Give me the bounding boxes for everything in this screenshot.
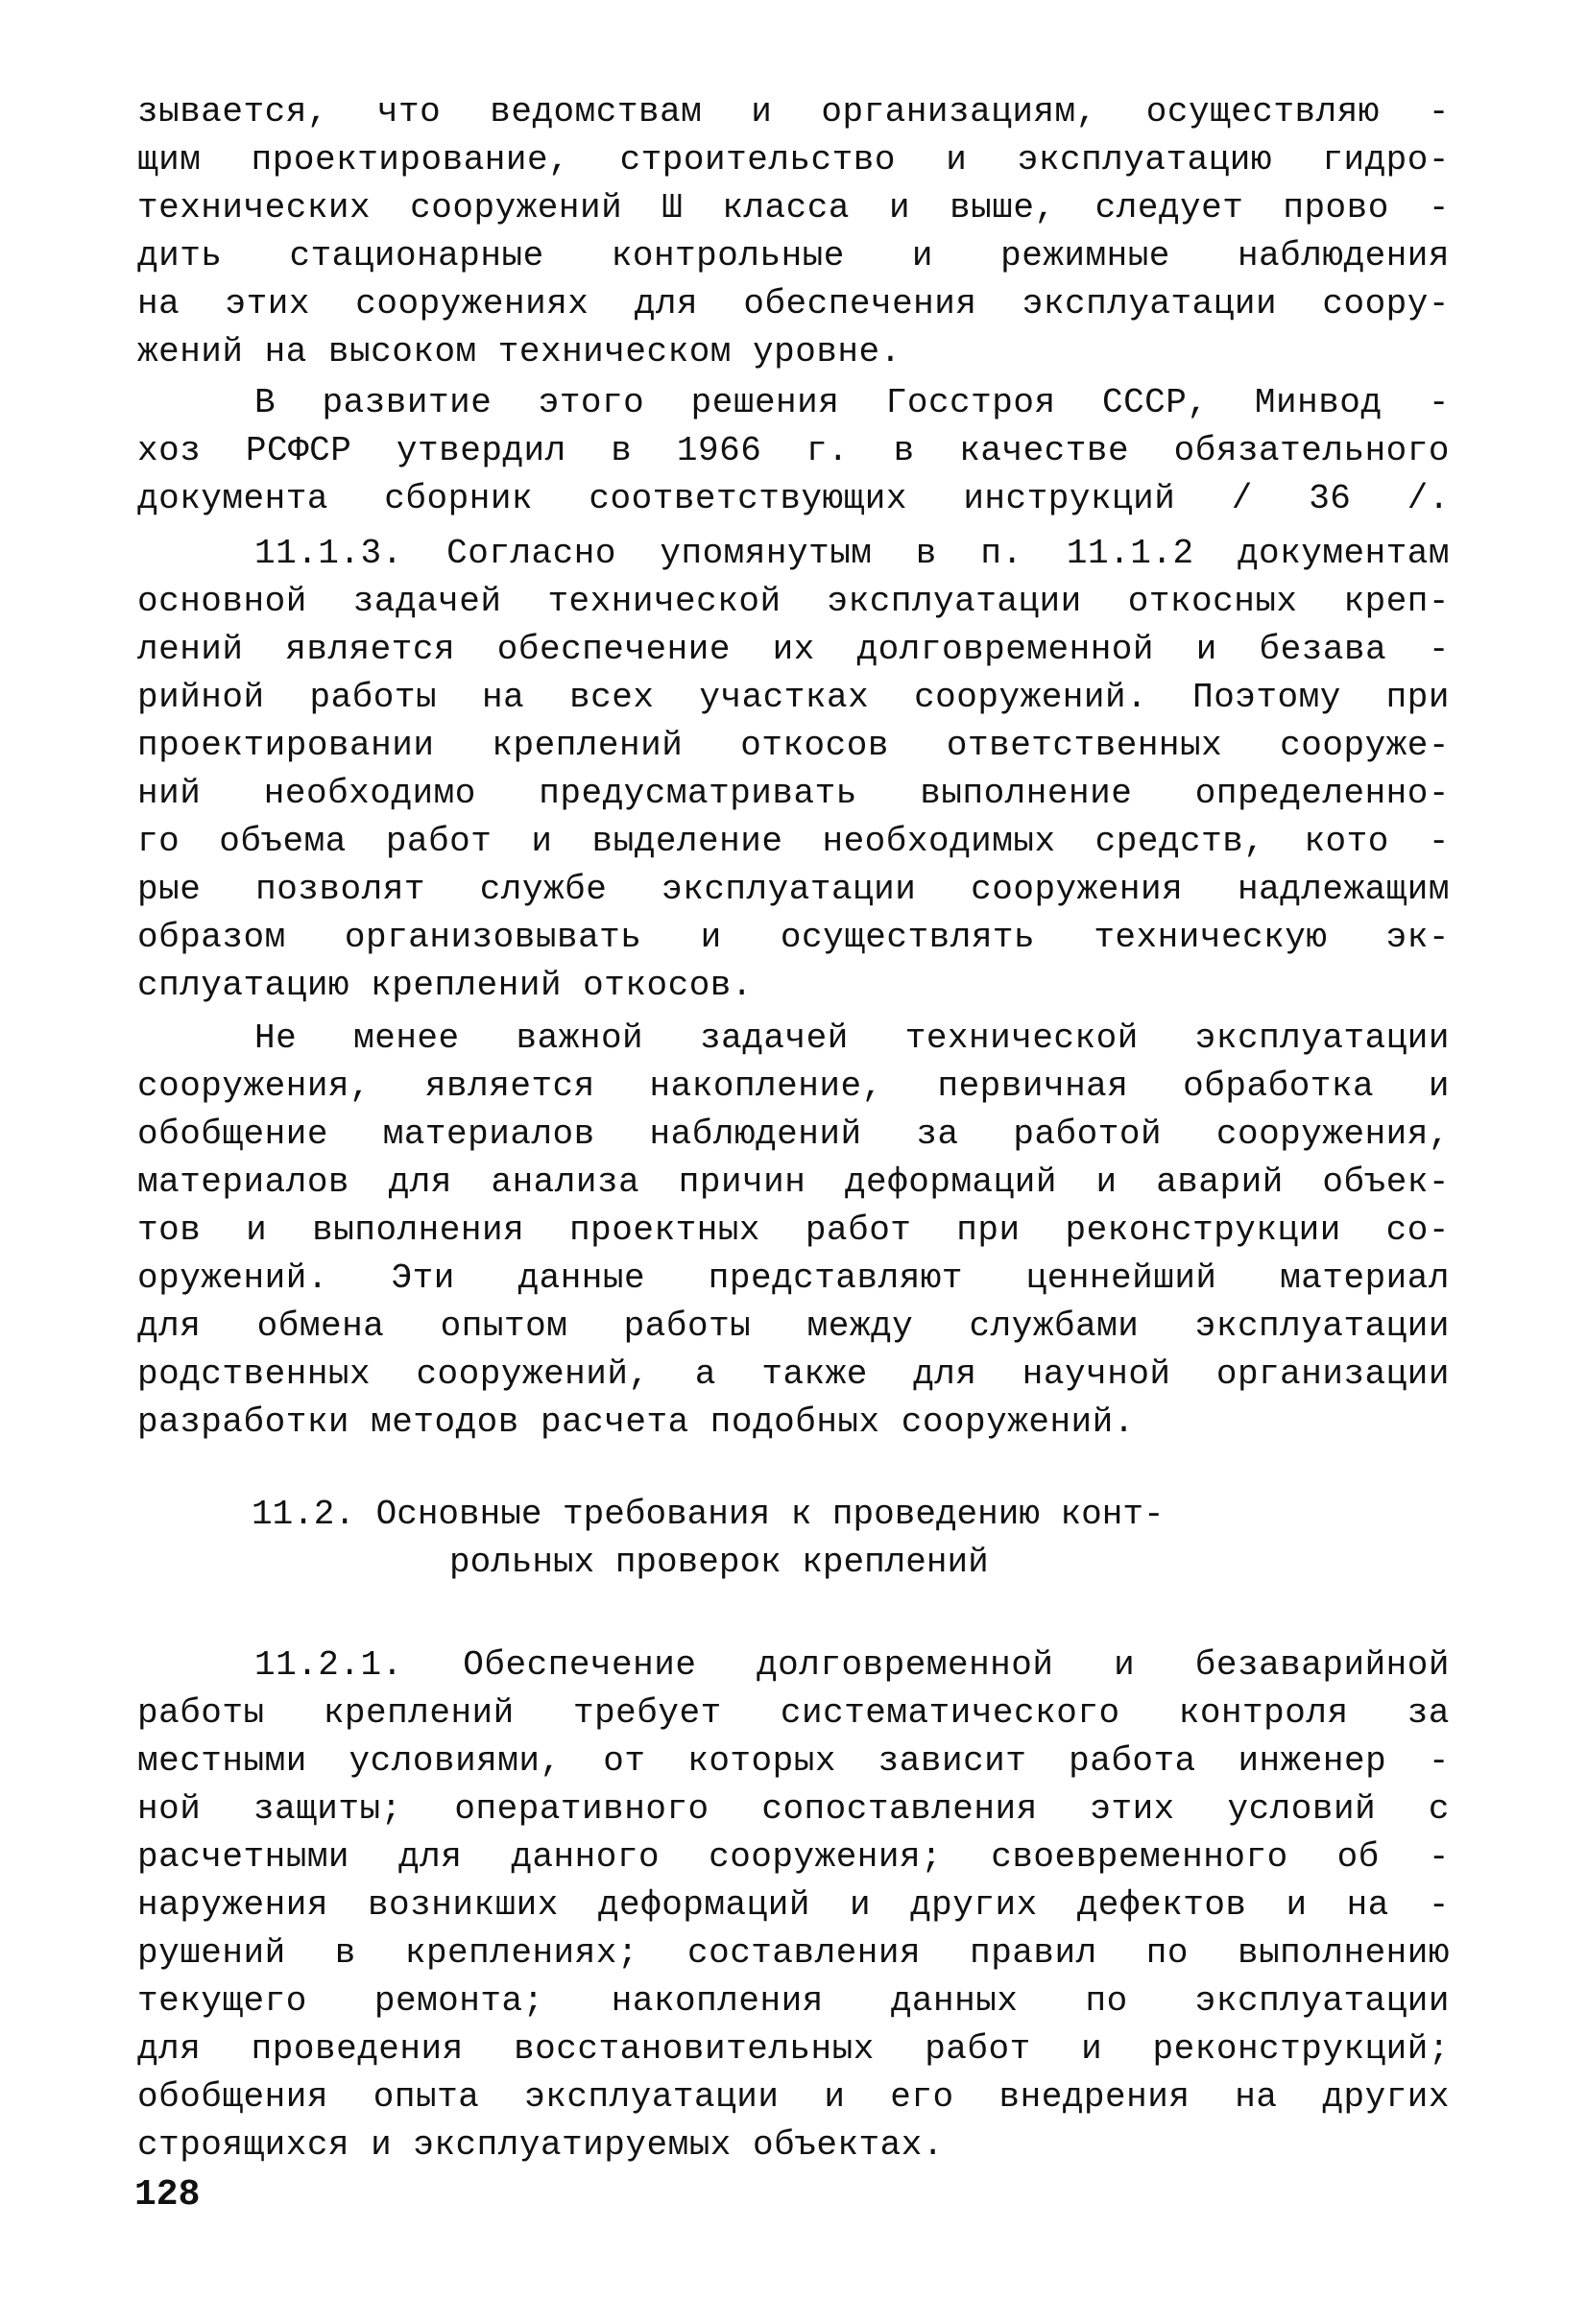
page-number: 128 — [134, 2174, 201, 2216]
text-line: обобщения опыта эксплуатации и его внедрения на других — [137, 2077, 1450, 2117]
text-line: работы креплений требует систематического контроля за — [137, 1693, 1450, 1733]
text-line: образом организовывать и осуществлять техническую эк- — [137, 918, 1450, 957]
text-line: для обмена опытом работы между службами эксплуатации — [137, 1306, 1450, 1346]
text-line: текущего ремонта; накопления данных по эксплуатации — [137, 1981, 1450, 2021]
text-line: 11.2.1. Обеспечение долговременной и безаварийной — [254, 1645, 1450, 1685]
text-line: технических сооружений Ш класса и выше, следует прово - — [137, 188, 1450, 228]
text-line: обобщение материалов наблюдений за работой сооружения, — [137, 1114, 1450, 1154]
text-line: го объема работ и выделение необходимых средств, кото - — [137, 822, 1450, 861]
text-line: рушений в креплениях; составления правил по выполнению — [137, 1933, 1450, 1973]
text-line: жений на высоком техническом уровне. — [137, 332, 902, 371]
text-line: ний необходимо предусматривать выполнение определенно- — [137, 774, 1450, 813]
text-line: материалов для анализа причин деформаций и аварий объек- — [137, 1162, 1450, 1202]
text-line: основной задачей технической эксплуатации откосных креп- — [137, 582, 1450, 621]
text-line: сплуатацию креплений откосов. — [137, 966, 754, 1005]
text-line: проектировании креплений откосов ответственных сооруже- — [137, 726, 1450, 765]
text-line: сооружения, является накопление, первичная обработка и — [137, 1066, 1450, 1106]
text-line: рийной работы на всех участках сооружений. Поэтому при — [137, 678, 1450, 717]
text-line: ной защиты; оперативного сопоставления этих условий с — [137, 1789, 1450, 1829]
text-line: лений является обеспечение их долговременной и безава - — [137, 630, 1450, 669]
text-line: местными условиями, от которых зависит работа инженер - — [137, 1741, 1450, 1781]
text-line: для проведения восстановительных работ и реконструкций; — [137, 2029, 1450, 2069]
section-heading-line1: 11.2. Основные требования к проведению конт- — [252, 1495, 1165, 1534]
text-line: дить стационарные контрольные и режимные наблюдения — [137, 236, 1450, 276]
text-line: рые позволят службе эксплуатации сооружения надлежащим — [137, 870, 1450, 909]
text-line: 11.1.3. Согласно упомянутым в п. 11.1.2 документам — [254, 534, 1450, 573]
text-line: родственных сооружений, а также для научной организации — [137, 1354, 1450, 1394]
text-line: щим проектирование, строительство и эксплуатацию гидро- — [137, 140, 1450, 180]
text-line: расчетными для данного сооружения; своевременного об - — [137, 1837, 1450, 1877]
text-line: В развитие этого решения Госстроя СССР, Минвод - — [254, 383, 1450, 422]
text-line: хоз РСФСР утвердил в 1966 г. в качестве обязательного — [137, 431, 1450, 470]
section-heading-line2: рольных проверок креплений — [449, 1543, 989, 1582]
text-line: зывается, что ведомствам и организациям, осуществляю - — [137, 92, 1450, 132]
text-line: тов и выполнения проектных работ при реконструкции со- — [137, 1210, 1450, 1250]
text-line: документа сборник соответствующих инструкций / 36 /. — [137, 479, 1450, 518]
text-line: оружений. Эти данные представляют ценнейший материал — [137, 1258, 1450, 1298]
text-line: разработки методов расчета подобных сооружений. — [137, 1402, 1135, 1442]
text-line: Не менее важной задачей технической эксплуатации — [254, 1018, 1450, 1058]
text-line: строящихся и эксплуатируемых объектах. — [137, 2125, 944, 2165]
text-line: наружения возникших деформаций и других дефектов и на - — [137, 1885, 1450, 1925]
text-line: на этих сооружениях для обеспечения эксплуатации соору- — [137, 284, 1450, 323]
